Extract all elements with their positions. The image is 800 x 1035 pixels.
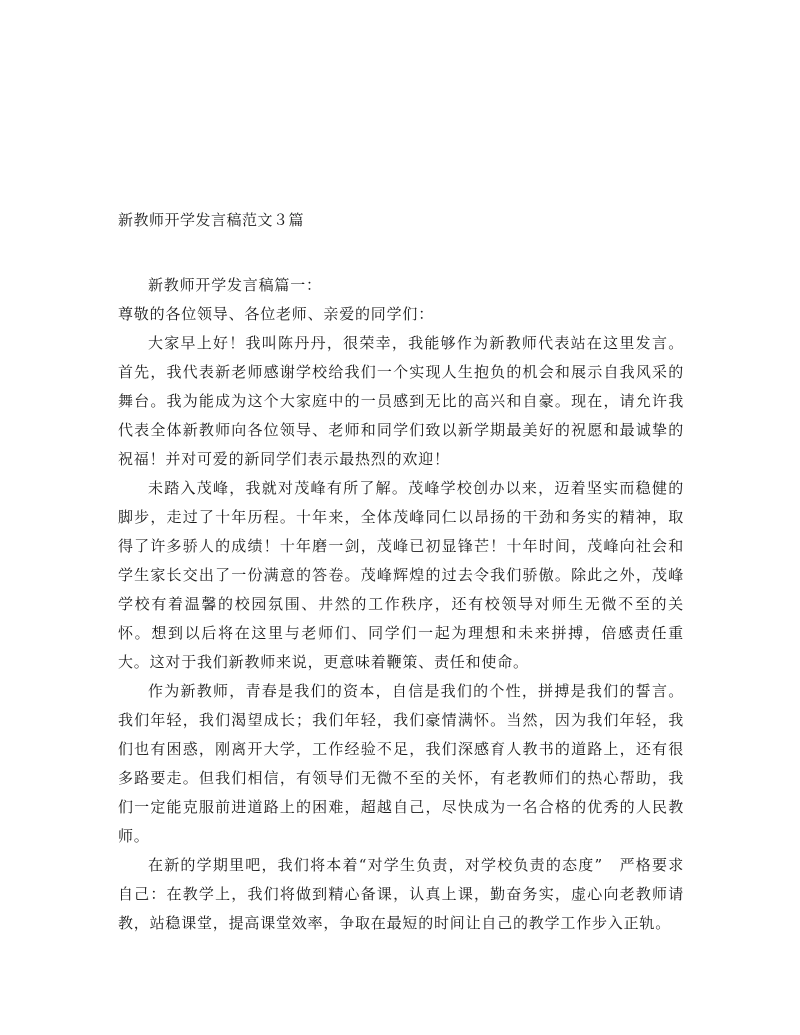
paragraph-1: 大家早上好！我叫陈丹丹，很荣幸，我能够作为新教师代表站在这里发言。首先，我代表新老师感谢学校给我们一个实现人生抱负的机会和展示自我风采的舞台。我为能成为这个大家庭中的一员感到无比的高兴和自豪。现在，请允许我代表全体新教师向各位领导、老师和同学们致以新学期最美好的祝愿和最诚挚的祝福！并对可爱的新同学们表示最热烈的欢迎！ <box>118 334 684 468</box>
document-title: 新教师开学发言稿范文３篇 <box>118 211 305 229</box>
paragraph-4: 在新的学期里吧，我们将本着“对学生负责，对学校负责的态度” 严格要求自己：在教学上，我们将做到精心备课，认真上课，勤奋务实，虚心向老教师请教，站稳课堂，提高课堂效率，争取在最短的时间让自己的教学工作步入正轨。 <box>118 856 684 932</box>
document-body <box>118 271 684 938</box>
section-heading: 新教师开学发言稿篇一： <box>148 276 322 294</box>
paragraph-3: 作为新教师，青春是我们的资本，自信是我们的个性，拼搏是我们的誓言。我们年轻，我们渴望成长；我们年轻，我们豪情满怀。当然，因为我们年轻，我们也有困惑，刚离开大学，工作经验不足，我们深感育人教书的道路上，还有很多路要走。但我们相信，有领导们无微不至的关怀，有老教师们的热心帮助，我们一定能克服前进道路上的困难，超越自己，尽快成为一名合格的优秀的人民教师。 <box>118 682 684 845</box>
paragraph-2: 未踏入茂峰，我就对茂峰有所了解。茂峰学校创办以来，迈着坚实而稳健的脚步，走过了十年历程。十年来，全体茂峰同仁以昂扬的干劲和务实的精神，取得了许多骄人的成绩！十年磨一剑，茂峰已初显锋芒！十年时间，茂峰向社会和学生家长交出了一份满意的答卷。茂峰辉煌的过去令我们骄傲。除此之外，茂峰学校有着温馨的校园氛围、井然的工作秩序，还有校领导对师生无微不至的关怀。想到以后将在这里与老师们、同学们一起为理想和未来拼搏，倍感责任重大。这对于我们新教师来说，更意味着鞭策、责任和使命。 <box>118 479 684 671</box>
salutation: 尊敬的各位领导、各位老师、亲爱的同学们： <box>118 305 435 323</box>
